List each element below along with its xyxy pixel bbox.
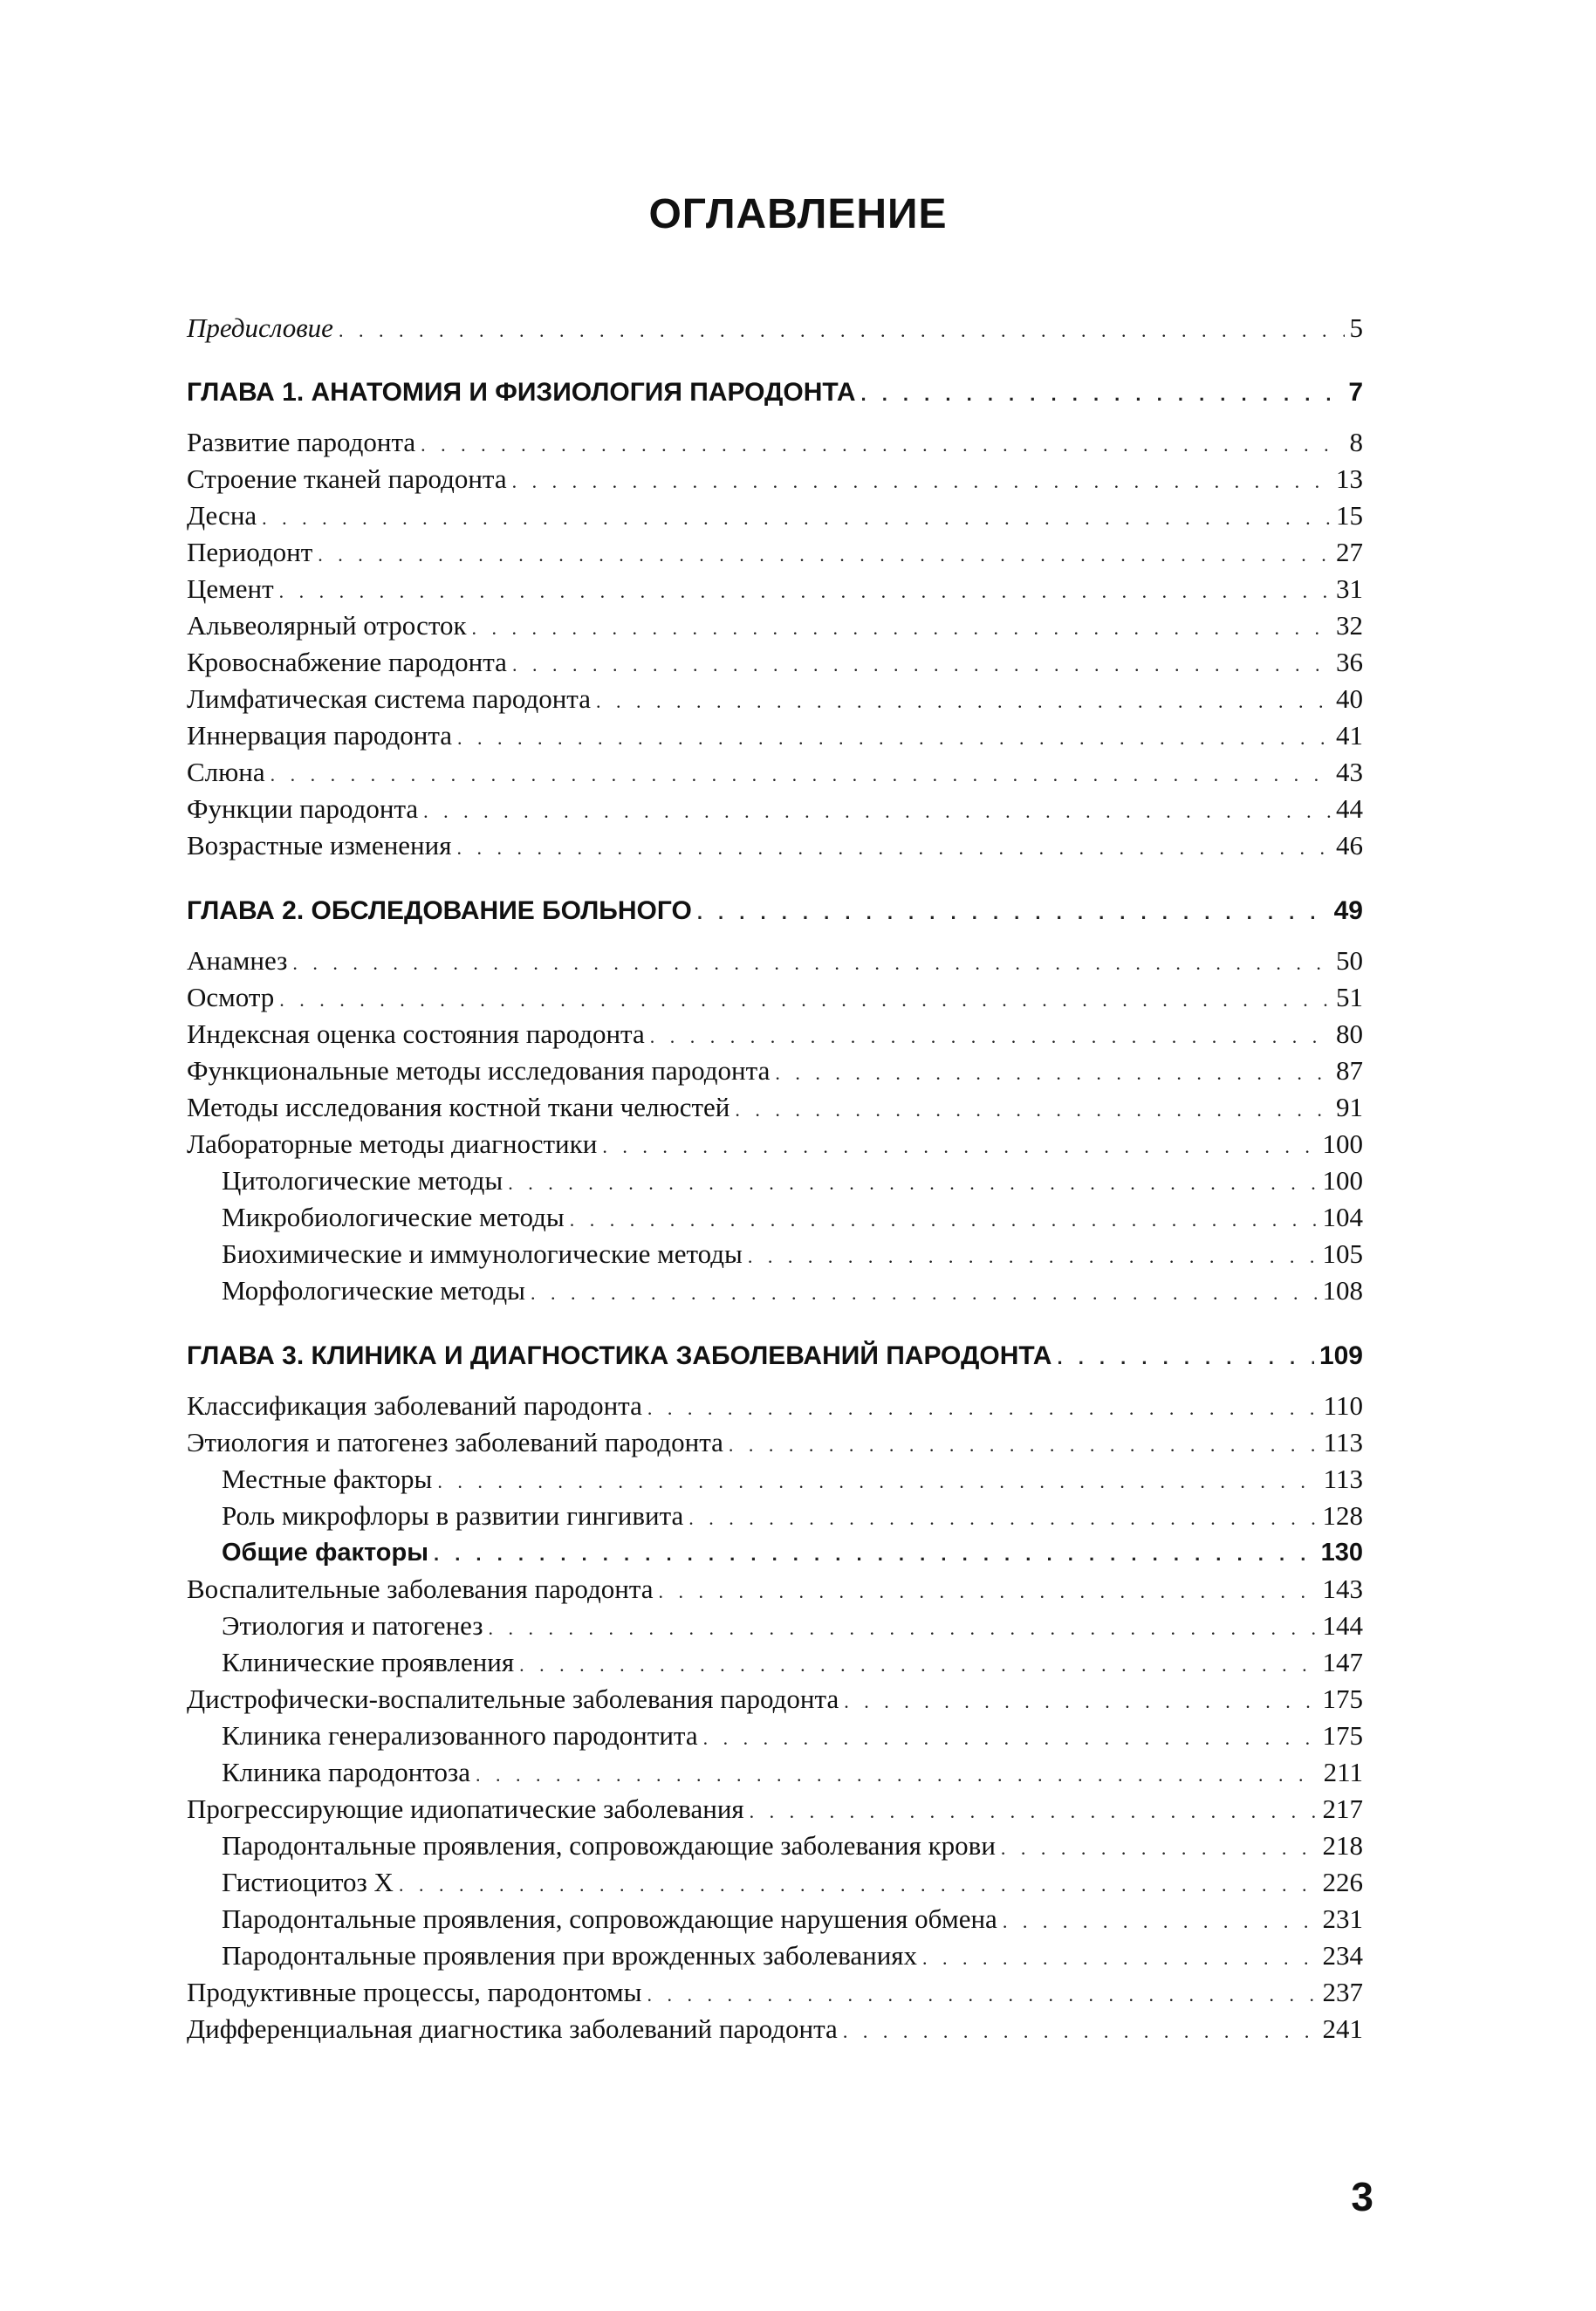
toc-entry [187, 755, 1363, 792]
toc-chapter-heading [187, 375, 1363, 412]
entry-page: 217 [1322, 1793, 1363, 1824]
toc-entry [187, 572, 1363, 609]
entry-label: Лабораторные методы диагностики [187, 1128, 598, 1159]
leader-dots [1001, 1831, 1318, 1866]
entry-page: 144 [1322, 1610, 1363, 1641]
toc-entry [187, 1792, 1363, 1829]
leader-dots [318, 538, 1331, 573]
leader-dots [922, 1941, 1317, 1976]
entry-page: 100 [1322, 1128, 1363, 1159]
entry-page: 8 [1349, 427, 1363, 457]
entry-label: Предисловие [187, 312, 333, 343]
entry-label: Клиника пародонтоза [222, 1757, 470, 1787]
toc-entry [187, 462, 1363, 499]
toc-entry [187, 1017, 1363, 1054]
toc-subentry [187, 1865, 1363, 1903]
entry-label: Пародонтальные проявления при врожденных заболеваниях [222, 1940, 918, 1971]
toc-entry [187, 828, 1363, 866]
leader-dots [860, 377, 1343, 412]
toc-entry [187, 1053, 1363, 1091]
page-title: ОГЛАВЛЕНИЕ [648, 191, 948, 237]
leader-dots [423, 794, 1331, 829]
leader-dots [519, 1648, 1317, 1683]
toc-subentry [187, 1273, 1363, 1311]
leader-dots [476, 1758, 1319, 1793]
leader-dots [512, 464, 1331, 499]
entry-page: 231 [1322, 1903, 1363, 1934]
entry-page: 175 [1322, 1684, 1363, 1714]
entry-label: Пародонтальные проявления, сопровождающие заболевания крови [222, 1830, 996, 1861]
entry-page: 46 [1336, 830, 1363, 861]
entry-label: Индексная оценка состояния пародонта [187, 1018, 645, 1049]
entry-page: 36 [1336, 647, 1363, 677]
leader-dots [843, 2014, 1318, 2049]
entry-page: 31 [1336, 573, 1363, 604]
leader-dots [729, 1428, 1319, 1463]
leader-dots [703, 1721, 1318, 1756]
entry-page: 108 [1322, 1275, 1363, 1306]
leader-dots [647, 1978, 1318, 2013]
leader-dots [570, 1203, 1318, 1238]
entry-page: 105 [1322, 1238, 1363, 1269]
entry-page: 143 [1322, 1574, 1363, 1604]
entry-label: Иннервация пародонта [187, 720, 453, 751]
entry-label: Цитологические методы [222, 1165, 503, 1196]
entry-page: 226 [1322, 1867, 1363, 1897]
entry-page: 211 [1323, 1757, 1363, 1787]
leader-dots [339, 313, 1345, 348]
leader-dots [489, 1611, 1318, 1646]
entry-page: 27 [1336, 537, 1363, 567]
entry-page: 43 [1336, 757, 1363, 787]
entry-page: 80 [1336, 1018, 1363, 1049]
entry-page: 15 [1336, 500, 1363, 531]
leader-dots [748, 1239, 1318, 1274]
entry-page: 234 [1322, 1940, 1363, 1971]
leader-dots [775, 1056, 1331, 1091]
leader-dots [531, 1276, 1317, 1311]
leader-dots [750, 1794, 1318, 1829]
toc-entry [187, 1425, 1363, 1463]
leader-dots [1003, 1904, 1318, 1939]
toc-subentry [187, 1237, 1363, 1274]
entry-page: 51 [1336, 982, 1363, 1012]
entry-page: 237 [1322, 1977, 1363, 2007]
leader-dots [844, 1684, 1317, 1719]
entry-label: Строение тканей пародонта [187, 463, 507, 494]
entry-label: ГЛАВА 1. АНАТОМИЯ И ФИЗИОЛОГИЯ ПАРОДОНТА [187, 378, 856, 407]
leader-dots [472, 611, 1331, 646]
entry-page: 241 [1322, 2013, 1363, 2044]
toc-subentry [187, 1828, 1363, 1866]
entry-page: 113 [1323, 1427, 1363, 1457]
toc-entry [187, 2012, 1363, 2049]
entry-page: 130 [1320, 1539, 1363, 1567]
page-number: 3 [1351, 2174, 1373, 2219]
entry-label: Альвеолярный отросток [187, 610, 467, 641]
leader-dots [456, 831, 1331, 866]
toc-entry [187, 682, 1363, 719]
entry-label: Классификация заболеваний пародонта [187, 1390, 642, 1421]
entry-label: Местные факторы [222, 1464, 433, 1494]
toc-entry [187, 980, 1363, 1018]
toc-subentry [187, 1645, 1363, 1683]
leader-dots [508, 1166, 1317, 1201]
entry-label: Осмотр [187, 982, 275, 1012]
entry-label: Дистрофически-воспалительные заболевания пародонта [187, 1684, 839, 1714]
entry-label: Функциональные методы исследования пародонта [187, 1055, 771, 1086]
toc-subentry [187, 1163, 1363, 1201]
toc-subentry [187, 1200, 1363, 1238]
toc-entry [187, 645, 1363, 682]
leader-dots [735, 1093, 1331, 1128]
entry-label: Роль микрофлоры в развитии гингивита [222, 1500, 684, 1531]
entry-label: Возрастные изменения [187, 830, 452, 861]
entry-page: 128 [1322, 1500, 1363, 1531]
entry-page: 104 [1322, 1202, 1363, 1232]
leader-dots [697, 895, 1329, 930]
entry-label: Клинические проявления [222, 1647, 515, 1677]
toc-subentry-bold [187, 1535, 1363, 1572]
toc-subentry [187, 1498, 1363, 1536]
entry-page: 44 [1336, 793, 1363, 824]
entry-label: Пародонтальные проявления, сопровождающие нарушения обмена [222, 1903, 997, 1934]
leader-dots [271, 758, 1331, 792]
entry-page: 110 [1323, 1390, 1363, 1421]
toc-chapter-heading [187, 894, 1363, 930]
toc-entry [187, 1975, 1363, 2013]
toc-subentry [187, 1938, 1363, 1976]
leader-dots [437, 1464, 1318, 1499]
entry-page: 32 [1336, 610, 1363, 641]
entry-label: Анамнез [187, 945, 288, 976]
entry-page: 7 [1348, 378, 1363, 407]
entry-label: Развитие пародонта [187, 427, 416, 457]
toc-entry [187, 608, 1363, 646]
toc-entry [187, 535, 1363, 573]
toc-subentry [187, 1462, 1363, 1499]
entry-label: Лимфатическая система пародонта [187, 683, 591, 714]
entry-label: Периодонт [187, 537, 313, 567]
entry-page: 175 [1322, 1720, 1363, 1751]
entry-page: 50 [1336, 945, 1363, 976]
toc-entry [187, 1389, 1363, 1426]
toc-entry [187, 792, 1363, 829]
entry-label: Прогрессирующие идиопатические заболевания [187, 1793, 744, 1824]
toc-list [187, 0, 1363, 2138]
entry-label: ГЛАВА 2. ОБСЛЕДОВАНИЕ БОЛЬНОГО [187, 896, 692, 925]
entry-label: Этиология и патогенез [222, 1610, 483, 1641]
toc-entry [187, 498, 1363, 536]
leader-dots [512, 648, 1331, 682]
leader-dots [434, 1537, 1316, 1572]
toc-entry [187, 1682, 1363, 1719]
entry-label: Продуктивные процессы, пародонтомы [187, 1977, 642, 2007]
leader-dots [647, 1391, 1319, 1426]
leader-dots [421, 428, 1344, 463]
entry-page: 147 [1322, 1647, 1363, 1677]
entry-label: Микробиологические методы [222, 1202, 565, 1232]
toc-entry [187, 718, 1363, 756]
entry-page: 13 [1336, 463, 1363, 494]
leader-dots [292, 946, 1331, 981]
leader-dots [659, 1574, 1318, 1609]
entry-label: Общие факторы [222, 1539, 428, 1567]
toc-entry [187, 1572, 1363, 1609]
leader-dots [602, 1129, 1317, 1164]
entry-label: Этиология и патогенез заболеваний пародонта [187, 1427, 723, 1457]
leader-dots [688, 1501, 1317, 1536]
leader-dots [262, 501, 1331, 536]
entry-label: Морфологические методы [222, 1275, 526, 1306]
entry-label: ГЛАВА 3. КЛИНИКА И ДИАГНОСТИКА ЗАБОЛЕВАНИЙ ПАРОДОНТА [187, 1341, 1052, 1370]
toc-entry [187, 425, 1363, 463]
entry-page: 100 [1322, 1165, 1363, 1196]
leader-dots [596, 684, 1331, 719]
entry-label: Десна [187, 500, 257, 531]
entry-page: 5 [1349, 312, 1363, 343]
toc-subentry [187, 1902, 1363, 1939]
toc-entry [187, 943, 1363, 981]
entry-label: Методы исследования костной ткани челюстей [187, 1092, 730, 1122]
entry-label: Воспалительные заболевания пародонта [187, 1574, 654, 1604]
entry-page: 218 [1322, 1830, 1363, 1861]
entry-label: Функции пародонта [187, 793, 419, 824]
entry-label: Цемент [187, 573, 274, 604]
entry-label: Дифференциальная диагностика заболеваний пародонта [187, 2013, 838, 2044]
entry-page: 113 [1323, 1464, 1363, 1494]
toc-entry-preface [187, 311, 1363, 348]
leader-dots [279, 574, 1331, 609]
toc-entry [187, 1090, 1363, 1128]
leader-dots [650, 1019, 1331, 1054]
entry-page: 91 [1336, 1092, 1363, 1122]
entry-page: 49 [1333, 896, 1363, 925]
entry-page: 41 [1336, 720, 1363, 751]
toc-subentry [187, 1608, 1363, 1646]
entry-label: Кровоснабжение пародонта [187, 647, 507, 677]
entry-page: 109 [1319, 1341, 1363, 1370]
toc-subentry [187, 1718, 1363, 1756]
toc-chapter-heading [187, 1339, 1363, 1375]
entry-label: Гистиоцитоз X [222, 1867, 394, 1897]
entry-label: Биохимические и иммунологические методы [222, 1238, 743, 1269]
leader-dots [457, 721, 1331, 756]
entry-page: 87 [1336, 1055, 1363, 1086]
leader-dots [1057, 1341, 1313, 1375]
toc-entry [187, 1127, 1363, 1164]
entry-label: Слюна [187, 757, 265, 787]
leader-dots [279, 983, 1331, 1018]
leader-dots [399, 1868, 1318, 1903]
toc-subentry [187, 1755, 1363, 1793]
entry-page: 40 [1336, 683, 1363, 714]
entry-label: Клиника генерализованного пародонтита [222, 1720, 698, 1751]
